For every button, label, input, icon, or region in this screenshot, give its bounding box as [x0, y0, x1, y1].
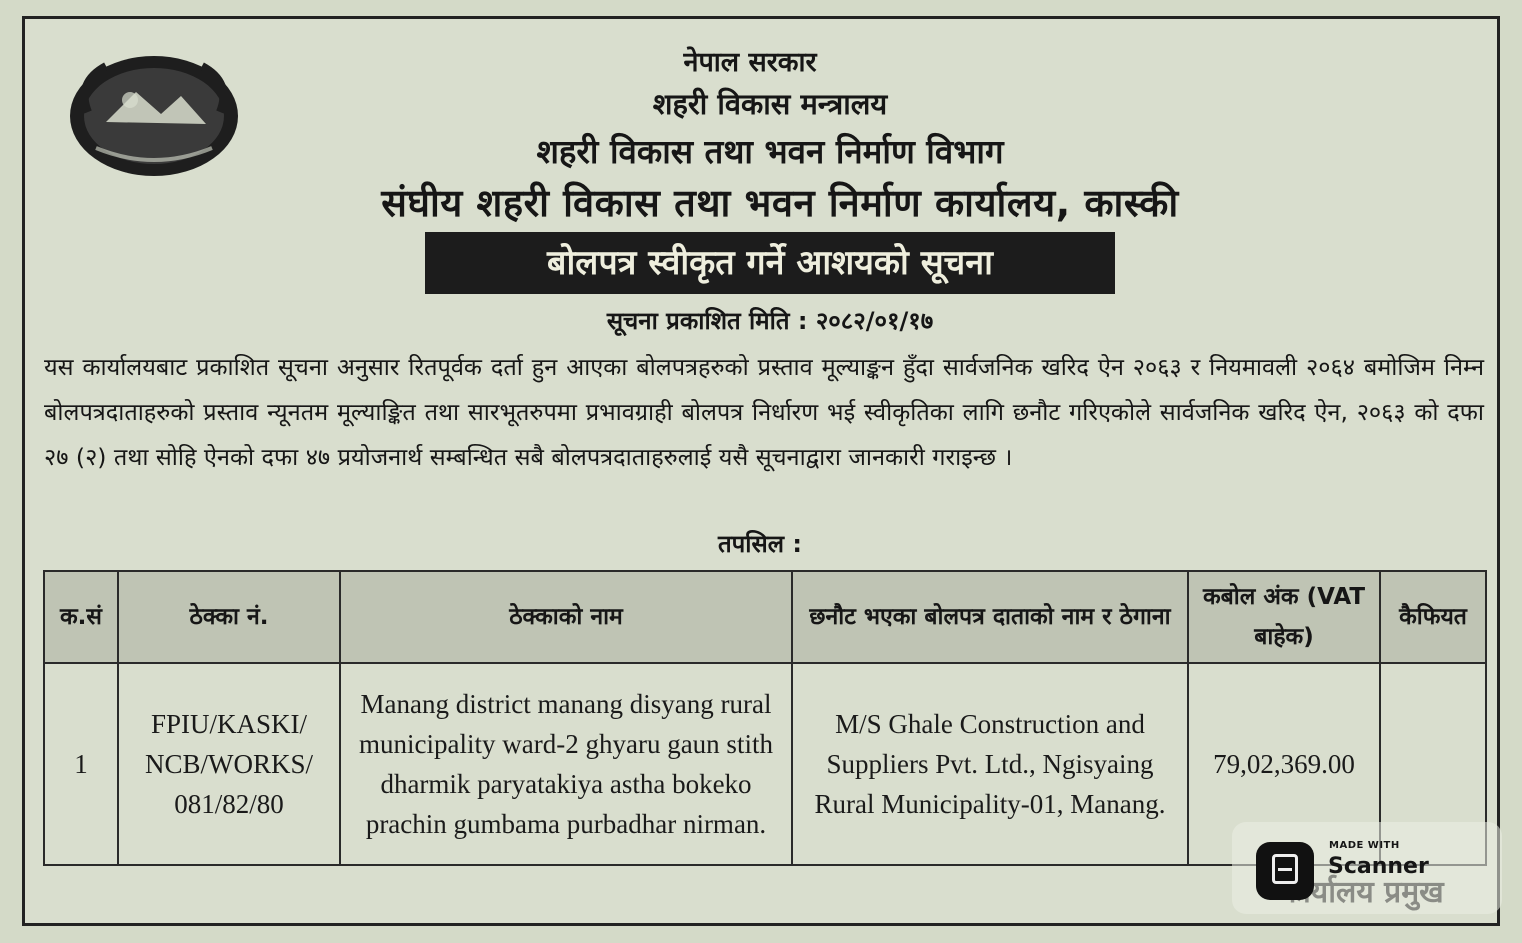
table-header-row	[44, 571, 1486, 663]
header-serial-number: क.सं	[44, 571, 118, 663]
header-bidder-name-address: छनौट भएका बोलपत्र दाताको नाम र ठेगाना	[792, 571, 1188, 663]
publish-date: सूचना प्रकाशित मिति : २०८२/०१/१७	[606, 307, 934, 335]
scanner-app-icon	[1256, 842, 1314, 900]
details-label: तपसिल :	[718, 530, 802, 558]
scanner-app-watermark	[1232, 822, 1502, 914]
header-line-department: शहरी विकास तथा भवन निर्माण विभाग	[536, 132, 1004, 171]
nepal-government-emblem-icon	[66, 52, 242, 180]
watermark-made-with: MADE WITH	[1329, 840, 1400, 851]
header-contract-number: ठेक्का नं.	[118, 571, 340, 663]
header-remarks: कैफियत	[1380, 571, 1486, 663]
header-line-office: संघीय शहरी विकास तथा भवन निर्माण कार्यालय, कास्की	[381, 181, 1179, 225]
cell-serial-number: 1	[44, 663, 118, 865]
cell-bidder-name-address: M/S Ghale Construction and Suppliers Pvt. Ltd., Ngisyaing Rural Municipality-01, Manang.	[792, 663, 1188, 865]
notice-title-banner: बोलपत्र स्वीकृत गर्ने आशयको सूचना	[425, 232, 1115, 294]
header-line-ministry: शहरी विकास मन्त्रालय	[652, 87, 888, 121]
header-line-government: नेपाल सरकार	[683, 47, 817, 78]
cell-contract-name: Manang district manang disyang rural municipality ward-2 ghyaru gaun stith dharmik paryatakiya astha bokeko prachin gumbama purbadhar nirman.	[340, 663, 792, 865]
cell-bid-amount: 79,02,369.00	[1188, 663, 1380, 865]
notice-body-paragraph: यस कार्यालयबाट प्रकाशित सूचना अनुसार रितपूर्वक दर्ता हुन आएका बोलपत्रहरुको प्रस्ताव मूल्याङ्कन हुँदा सार्वजनिक खरिद ऐन २०६३ र नियमावली २०६४ बमोजिम निम्न बोलपत्रदाताहरुको प्रस्ताव न्यूनतम मूल्याङ्कित तथा सारभूतरुपमा प्रभावग्राही बोलपत्र निर्धारण भई स्वीकृतिका लागि छनौट गरिएकोले सार्वजनिक खरिद ऐन, २०६३ को दफा २७ (२) तथा सोहि ऐनको दफा ४७ प्रयोजनार्थ सम्बन्धित सबै बोलपत्रदाताहरुलाई यसै सूचनाद्वारा जानकारी गराइन्छ ।	[44, 353, 1484, 471]
header-bid-amount: कबोल अंक (VAT बाहेक)	[1188, 571, 1380, 663]
cell-contract-number: FPIU/KASKI/ NCB/WORKS/ 081/82/80	[118, 663, 340, 865]
header-contract-name: ठेक्काको नाम	[340, 571, 792, 663]
watermark-brand: Scanner	[1328, 854, 1429, 879]
